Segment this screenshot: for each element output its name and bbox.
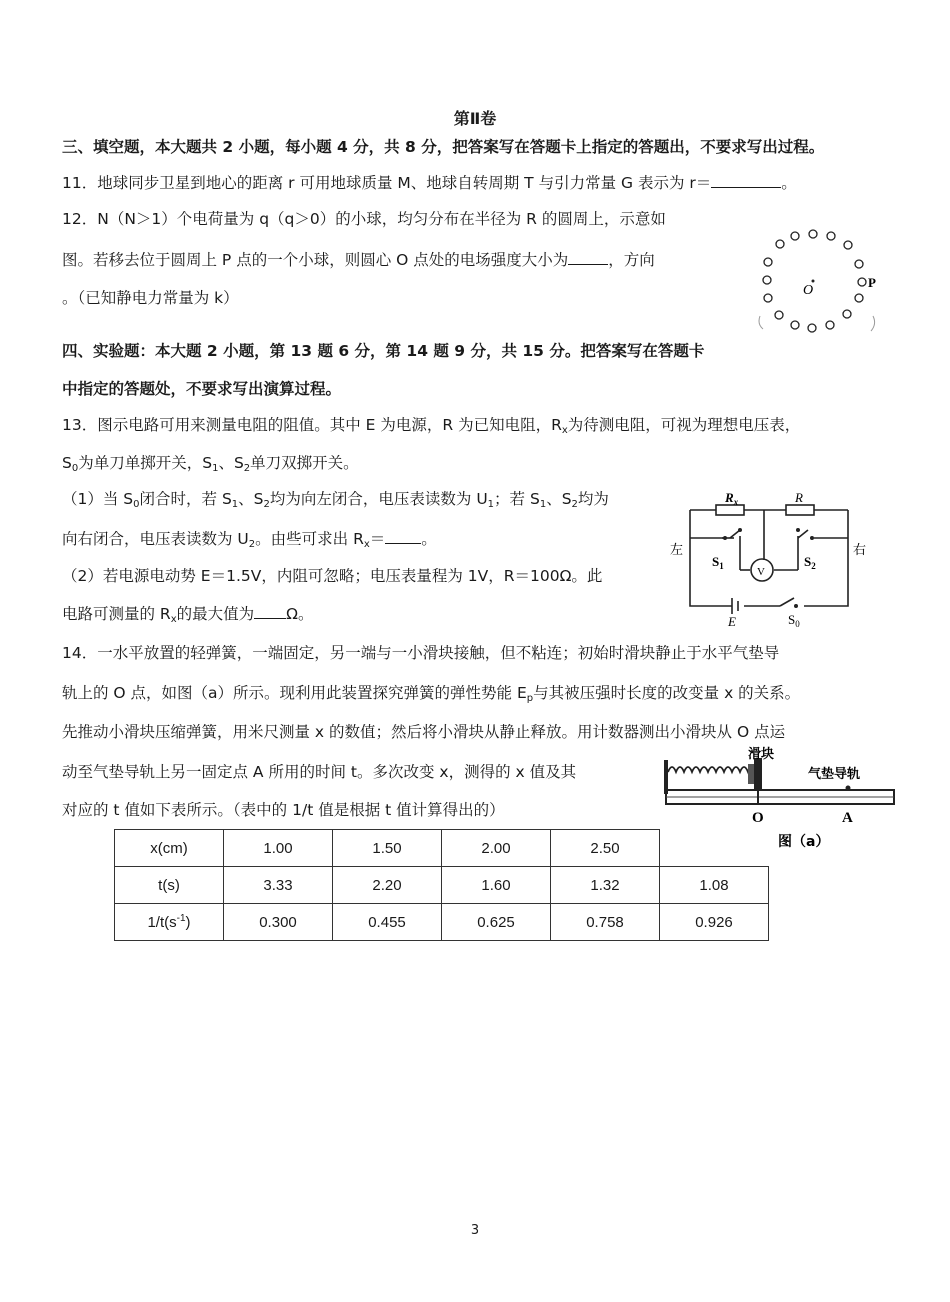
q13-line1-a: 13．图示电路可用来测量电阻的阻值。其中 E 为电源，R 为已知电阻，R (62, 416, 562, 434)
q13-part1-line1 (62, 489, 609, 515)
table-cell: x(cm) (115, 830, 224, 867)
section3-header: 三、填空题，本大题共 2 小题，每小题 4 分，共 8 分，把答案写在答题卡上指定的答题出，不要求写出过程。 (62, 138, 825, 156)
o-label: O (752, 810, 764, 826)
q11-stem: 11．地球同步卫星到地心的距离 r 可用地球质量 M、地球自转周期 T 与引力常量 G 表示为 r＝ (62, 174, 712, 192)
q13-p1-i: 。由些可求出 R (255, 530, 364, 548)
q13-p1-sub1: 1 (231, 499, 239, 510)
s0-contact (794, 604, 798, 608)
volume-title: 第Ⅱ卷 (453, 109, 497, 128)
q13-p1-sub0: 0 (133, 499, 140, 510)
table-cell: 2.00 (442, 830, 551, 867)
q13-part2-line1: （2）若电源电动势 E＝1.5V，内阻可忽略；电压表量程为 1V，R＝100Ω。此 (62, 567, 603, 585)
table-cell (660, 830, 769, 867)
q12-line2-a: 图。若移去位于圆周上 P 点的一个小球，则圆心 O 点处的电场强度大小为 (62, 251, 569, 269)
q12-line1: 12．N（N＞1）个电荷量为 q（q＞0）的小球，均匀分布在半径为 R 的圆周上，示意如 (62, 210, 666, 228)
inv-t-label: 1/t(s (147, 914, 177, 931)
slider-block (754, 758, 762, 790)
q12-line3: 。（已知静电力常量为 k） (62, 289, 239, 307)
q13-line1 (62, 415, 800, 441)
q14-ep-sub: p (526, 693, 534, 704)
table-cell: 1.08 (660, 867, 769, 904)
q12-line2 (62, 250, 655, 270)
rail-label: 气垫导轨 (808, 767, 861, 782)
rx-label: $R_x$ (725, 490, 739, 507)
q13-line2-d: 单刀双掷开关。 (250, 454, 359, 472)
q13-p2-b: 电路可测量的 R (62, 605, 171, 623)
s1-contact-left (723, 536, 727, 540)
table-row-x (115, 830, 769, 867)
right-label: 右 (853, 543, 867, 558)
table-row-inv-t (115, 904, 769, 941)
q14-line3: 先推动小滑块压缩弹簧，用米尺测量 x 的数值；然后将小滑块从静止释放。用计数器测出小滑块从 O 点运 (62, 723, 786, 741)
table-cell-inv-t-header (115, 904, 224, 941)
table-cell: 3.33 (224, 867, 333, 904)
point-p-label: P (868, 275, 876, 290)
q13-line2-c: 、S (218, 454, 244, 472)
table-cell: 0.926 (660, 904, 769, 941)
q13-p1-b: 闭合时，若 S (139, 490, 232, 508)
q13-p1-a: （1）当 S (62, 490, 134, 508)
figure-caption: 图（a） (778, 834, 830, 850)
s1-label: $S_1$ (712, 554, 724, 571)
s2-label: $S_2$ (804, 554, 816, 571)
table-cell: 0.758 (551, 904, 660, 941)
table-cell: 1.00 (224, 830, 333, 867)
q14-line5: 对应的 t 值如下表所示。（表中的 1/t 值是根据 t 值计算得出的） (62, 801, 505, 819)
arc-mark-right (871, 316, 875, 331)
q13-line2 (62, 453, 359, 479)
q11-answer-blank[interactable] (711, 173, 781, 188)
table-row-t (115, 867, 769, 904)
inv-t-close: ) (185, 914, 191, 931)
q13-p2-c: 的最大值为 (176, 605, 255, 623)
q13-p2-d: Ω。 (286, 605, 314, 623)
q13-p1-e: ；若 S (494, 490, 540, 508)
q13-p1-u1-sub: 1 (487, 499, 495, 510)
q13-rx-answer-blank[interactable] (385, 529, 421, 544)
s1-contact-top (738, 528, 742, 532)
slider-front (748, 764, 754, 784)
q13-p2-rx-sub: x (170, 614, 177, 625)
q12-line2-b: ，方向 (608, 251, 655, 269)
q13-s1-sub: 1 (212, 463, 219, 474)
q13-part1-line2 (62, 529, 437, 555)
table-cell: t(s) (115, 867, 224, 904)
s2-contact-top (796, 528, 800, 532)
section4-header-line2: 中指定的答题处，不要求写出演算过程。 (62, 380, 342, 398)
q13-p1-sub2b: 2 (571, 499, 578, 510)
q13-line1-b: 为待测电阻，可视为理想电压表， (567, 416, 801, 434)
q13-line2-b: 为单刀单掷开关，S (78, 454, 213, 472)
q13-p1-u2-sub: 2 (248, 539, 256, 550)
battery-e-label: E (728, 614, 736, 628)
a-label: A (842, 810, 853, 826)
q13-p1-sub1b: 1 (539, 499, 547, 510)
q14-line1: 14．一水平放置的轻弹簧，一端固定，另一端与一小滑块接触，但不粘连；初始时滑块静止于水平气垫导 (62, 644, 780, 662)
table-cell: 2.20 (333, 867, 442, 904)
q14-line2-b: 与其被压强时长度的改变量 x 的关系。 (533, 684, 801, 702)
circuit-figure (668, 488, 873, 628)
left-label: 左 (670, 543, 684, 558)
table-cell: 1.60 (442, 867, 551, 904)
center-label: O (803, 283, 814, 298)
r-label: R (795, 490, 803, 505)
table-cell: 0.300 (224, 904, 333, 941)
table-cell: 2.50 (551, 830, 660, 867)
point-a-mark (846, 786, 851, 791)
page-number: 3 (470, 1223, 480, 1238)
voltmeter-label: V (757, 566, 765, 578)
q14-line2-a: 轨上的 O 点，如图（a）所示。现利用此装置探究弹簧的弹性势能 E (62, 684, 527, 702)
q14-line4: 动至气垫导轨上另一固定点 A 所用的时间 t。多次改变 x，测得的 x 值及其 (62, 763, 577, 781)
q11-text (62, 173, 797, 193)
section4-header-line1: 四、实验题：本大题 2 小题，第 13 题 6 分，第 14 题 9 分，共 15 分。把答案写在答题卡 (62, 342, 705, 360)
q11-tail: 。 (781, 174, 797, 192)
q13-s2-sub: 2 (243, 463, 251, 474)
inv-t-sup: -1 (176, 913, 186, 924)
charge-circle-figure (755, 224, 885, 336)
q13-p1-g: 均为 (577, 490, 609, 508)
q13-p1-d: 均为向左闭合，电压表读数为 U (269, 490, 488, 508)
q13-p1-h: 向右闭合，电压表读数为 U (62, 530, 249, 548)
q13-p1-k: 。 (421, 530, 437, 548)
q13-p1-f: 、S (546, 490, 572, 508)
data-table (114, 829, 769, 941)
q13-p1-sub2: 2 (263, 499, 270, 510)
table-cell: 0.455 (333, 904, 442, 941)
arc-mark-left (759, 316, 763, 329)
q13-rx-sub: x (561, 425, 568, 436)
q12-answer-blank[interactable] (568, 250, 608, 265)
slider-label: 滑块 (748, 747, 775, 762)
q13-part2-line2 (62, 604, 314, 630)
spring-icon (668, 767, 756, 772)
q13-p1-rx-sub: x (363, 539, 370, 550)
q14-line2 (62, 683, 800, 709)
table-cell: 0.625 (442, 904, 551, 941)
table-cell: 1.50 (333, 830, 442, 867)
s0-label: $S_0$ (788, 612, 800, 628)
q13-line2-a: S (62, 454, 72, 472)
q13-p1-j: ＝ (369, 530, 386, 548)
q13-max-answer-blank[interactable] (254, 604, 286, 619)
table-cell: 1.32 (551, 867, 660, 904)
s2-contact-right (810, 536, 814, 540)
q13-p1-c: 、S (238, 490, 264, 508)
q13-s0-sub: 0 (71, 463, 79, 474)
